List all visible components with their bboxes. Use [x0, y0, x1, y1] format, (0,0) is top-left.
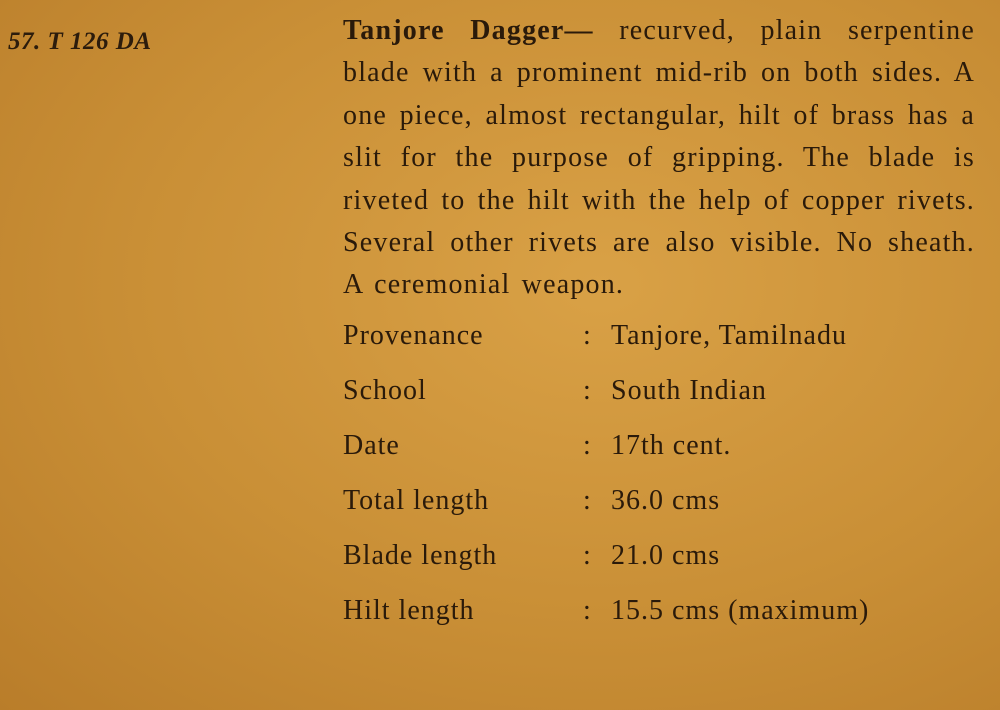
detail-colon: : [583, 595, 592, 627]
detail-label: Provenance [343, 320, 484, 352]
detail-label: Blade length [343, 540, 498, 572]
detail-value: South Indian [611, 375, 767, 407]
detail-row-school [343, 364, 975, 419]
detail-label: Hilt length [343, 595, 475, 627]
detail-row-blade-length [343, 529, 975, 584]
detail-row-provenance [343, 309, 975, 364]
detail-value: 21.0 cms [611, 540, 721, 572]
entry-description [343, 10, 975, 307]
catalog-entry [343, 10, 975, 639]
detail-colon: : [583, 320, 592, 352]
entry-description-text: recurved, plain serpentine blade with a prominent mid-rib on both sides. A one piece, almost rectangular, hilt of brass has a slit for the purpose of gripping. The blade is riveted to the hilt with the help of copper rivets. Several other rivets are also visible. No sheath. A ceremonial weapon. [343, 15, 976, 301]
detail-row-hilt-length [343, 584, 975, 639]
detail-value: Tanjore, Tamilnadu [611, 320, 847, 352]
detail-row-total-length [343, 474, 975, 529]
entry-title: Tanjore Dagger— [343, 15, 594, 46]
detail-value: 17th cent. [611, 430, 732, 462]
details-table [343, 309, 975, 639]
detail-colon: : [583, 540, 592, 572]
detail-colon: : [583, 375, 592, 407]
detail-colon: : [583, 485, 592, 517]
detail-row-date [343, 419, 975, 474]
detail-label: School [343, 375, 427, 407]
detail-value: 36.0 cms [611, 485, 721, 517]
detail-colon: : [583, 430, 592, 462]
catalog-number: 57. T 126 DA [8, 28, 152, 55]
detail-value: 15.5 cms (maximum) [611, 595, 870, 627]
detail-label: Date [343, 430, 400, 462]
detail-label: Total length [343, 485, 490, 517]
